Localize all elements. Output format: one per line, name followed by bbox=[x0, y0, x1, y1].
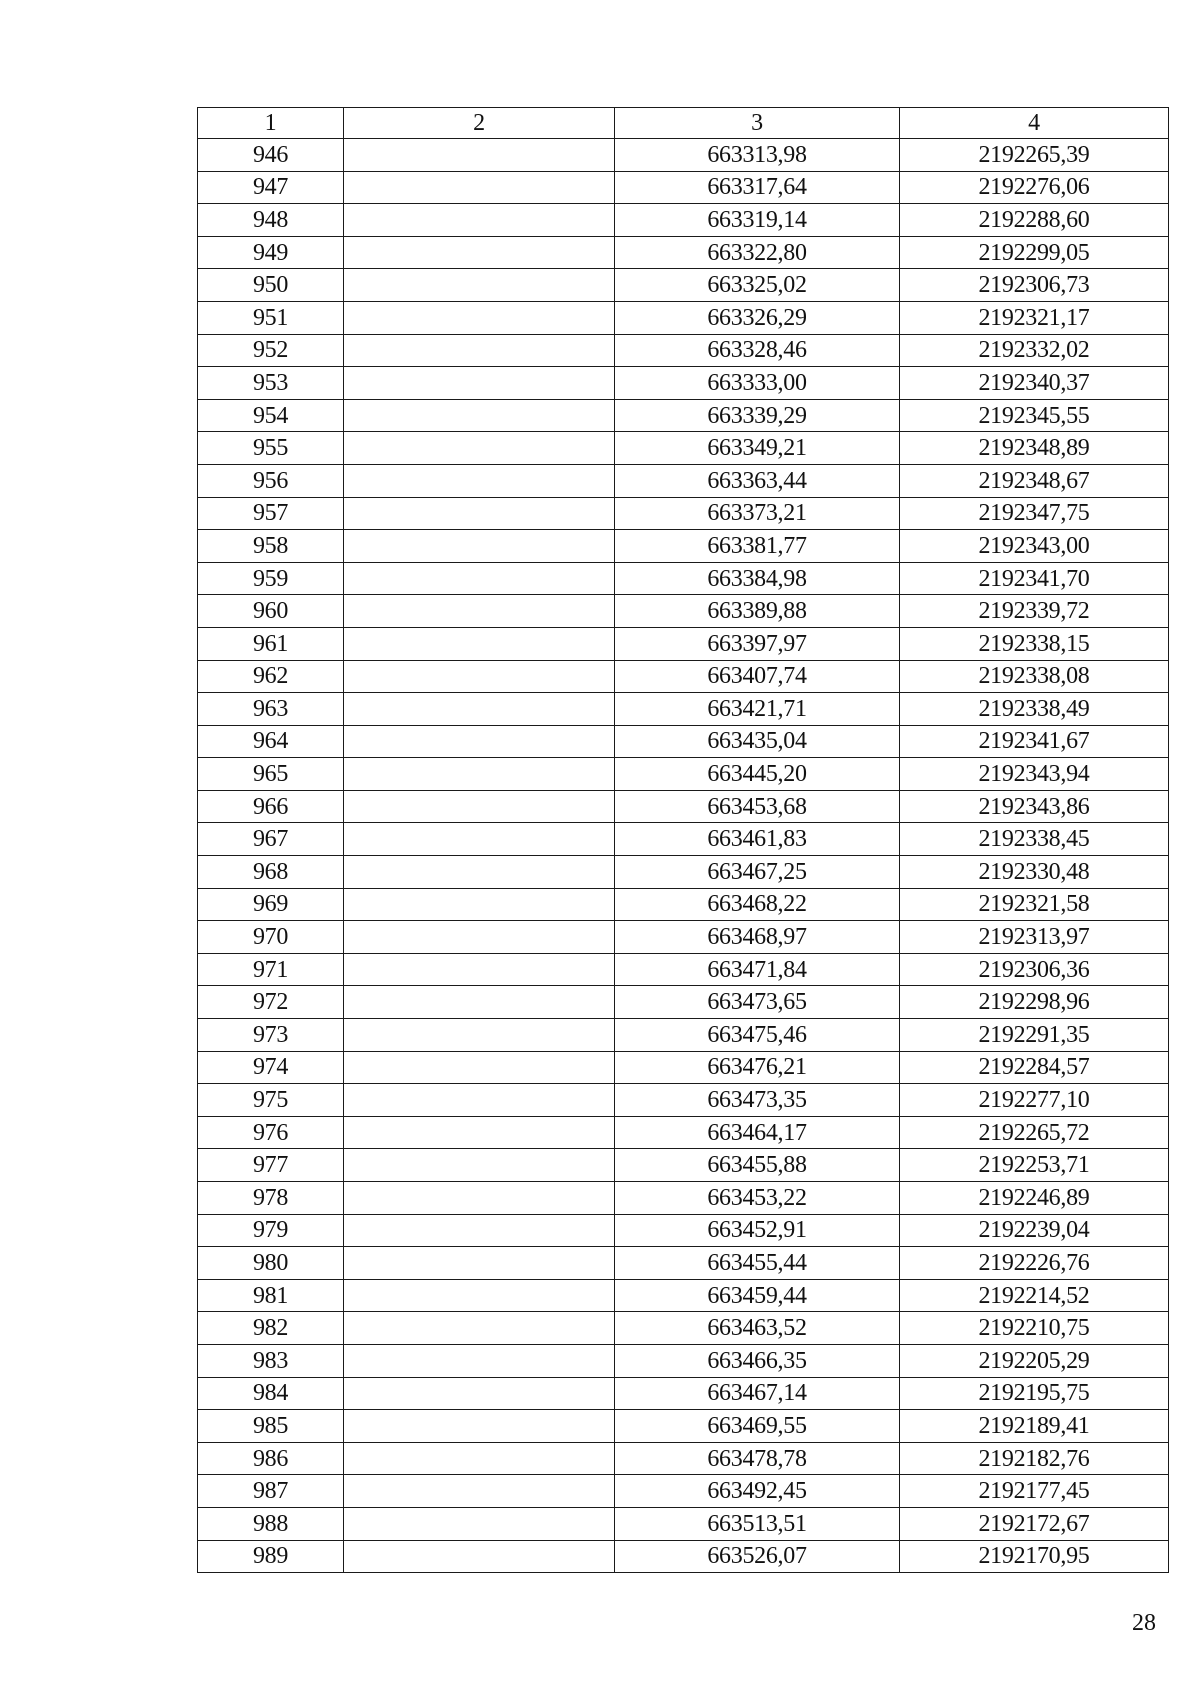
x-coordinate-cell: 663313,98 bbox=[615, 139, 900, 172]
point-number-cell: 965 bbox=[198, 758, 344, 791]
description-cell bbox=[344, 823, 615, 856]
point-number-cell: 978 bbox=[198, 1182, 344, 1215]
description-cell bbox=[344, 367, 615, 400]
point-number-cell: 975 bbox=[198, 1084, 344, 1117]
x-coordinate-cell: 663471,84 bbox=[615, 953, 900, 986]
point-number-cell: 989 bbox=[198, 1540, 344, 1573]
description-cell bbox=[344, 204, 615, 237]
x-coordinate-cell: 663513,51 bbox=[615, 1507, 900, 1540]
x-coordinate-cell: 663453,68 bbox=[615, 790, 900, 823]
x-coordinate-cell: 663466,35 bbox=[615, 1344, 900, 1377]
description-cell bbox=[344, 790, 615, 823]
description-cell bbox=[344, 301, 615, 334]
y-coordinate-cell: 2192291,35 bbox=[900, 1019, 1169, 1052]
description-cell bbox=[344, 334, 615, 367]
y-coordinate-cell: 2192321,58 bbox=[900, 888, 1169, 921]
y-coordinate-cell: 2192226,76 bbox=[900, 1247, 1169, 1280]
description-cell bbox=[344, 1051, 615, 1084]
y-coordinate-cell: 2192210,75 bbox=[900, 1312, 1169, 1345]
description-cell bbox=[344, 171, 615, 204]
table-body bbox=[198, 139, 1169, 1573]
x-coordinate-cell: 663467,25 bbox=[615, 856, 900, 889]
y-coordinate-cell: 2192170,95 bbox=[900, 1540, 1169, 1573]
table-row bbox=[198, 497, 1169, 530]
x-coordinate-cell: 663421,71 bbox=[615, 693, 900, 726]
description-cell bbox=[344, 888, 615, 921]
x-coordinate-cell: 663452,91 bbox=[615, 1214, 900, 1247]
point-number-cell: 948 bbox=[198, 204, 344, 237]
table-row bbox=[198, 1442, 1169, 1475]
x-coordinate-cell: 663463,52 bbox=[615, 1312, 900, 1345]
point-number-cell: 955 bbox=[198, 432, 344, 465]
description-cell bbox=[344, 1116, 615, 1149]
x-coordinate-cell: 663455,88 bbox=[615, 1149, 900, 1182]
y-coordinate-cell: 2192306,73 bbox=[900, 269, 1169, 302]
description-cell bbox=[344, 758, 615, 791]
x-coordinate-cell: 663473,35 bbox=[615, 1084, 900, 1117]
point-number-cell: 958 bbox=[198, 530, 344, 563]
table-row bbox=[198, 1540, 1169, 1573]
description-cell bbox=[344, 464, 615, 497]
x-coordinate-cell: 663526,07 bbox=[615, 1540, 900, 1573]
table-row bbox=[198, 1182, 1169, 1215]
y-coordinate-cell: 2192189,41 bbox=[900, 1410, 1169, 1443]
table-row bbox=[198, 1410, 1169, 1443]
y-coordinate-cell: 2192313,97 bbox=[900, 921, 1169, 954]
description-cell bbox=[344, 1377, 615, 1410]
point-number-cell: 983 bbox=[198, 1344, 344, 1377]
x-coordinate-cell: 663381,77 bbox=[615, 530, 900, 563]
table-row bbox=[198, 301, 1169, 334]
description-cell bbox=[344, 432, 615, 465]
point-number-cell: 974 bbox=[198, 1051, 344, 1084]
x-coordinate-cell: 663476,21 bbox=[615, 1051, 900, 1084]
description-cell bbox=[344, 1540, 615, 1573]
description-cell bbox=[344, 1019, 615, 1052]
description-cell bbox=[344, 953, 615, 986]
table-row bbox=[198, 1019, 1169, 1052]
description-cell bbox=[344, 1344, 615, 1377]
point-number-cell: 982 bbox=[198, 1312, 344, 1345]
description-cell bbox=[344, 693, 615, 726]
x-coordinate-cell: 663468,22 bbox=[615, 888, 900, 921]
table-row bbox=[198, 1149, 1169, 1182]
y-coordinate-cell: 2192339,72 bbox=[900, 595, 1169, 628]
description-cell bbox=[344, 1084, 615, 1117]
table-row bbox=[198, 693, 1169, 726]
x-coordinate-cell: 663325,02 bbox=[615, 269, 900, 302]
description-cell bbox=[344, 1247, 615, 1280]
x-coordinate-cell: 663468,97 bbox=[615, 921, 900, 954]
x-coordinate-cell: 663349,21 bbox=[615, 432, 900, 465]
point-number-cell: 956 bbox=[198, 464, 344, 497]
description-cell bbox=[344, 530, 615, 563]
point-number-cell: 985 bbox=[198, 1410, 344, 1443]
point-number-cell: 953 bbox=[198, 367, 344, 400]
table-row bbox=[198, 1377, 1169, 1410]
y-coordinate-cell: 2192341,67 bbox=[900, 725, 1169, 758]
description-cell bbox=[344, 1475, 615, 1508]
description-cell bbox=[344, 1507, 615, 1540]
y-coordinate-cell: 2192195,75 bbox=[900, 1377, 1169, 1410]
table-row bbox=[198, 1084, 1169, 1117]
x-coordinate-cell: 663435,04 bbox=[615, 725, 900, 758]
point-number-cell: 957 bbox=[198, 497, 344, 530]
x-coordinate-cell: 663461,83 bbox=[615, 823, 900, 856]
y-coordinate-cell: 2192277,10 bbox=[900, 1084, 1169, 1117]
point-number-cell: 961 bbox=[198, 627, 344, 660]
x-coordinate-cell: 663339,29 bbox=[615, 399, 900, 432]
y-coordinate-cell: 2192330,48 bbox=[900, 856, 1169, 889]
table-row bbox=[198, 1507, 1169, 1540]
y-coordinate-cell: 2192343,00 bbox=[900, 530, 1169, 563]
x-coordinate-cell: 663328,46 bbox=[615, 334, 900, 367]
y-coordinate-cell: 2192321,17 bbox=[900, 301, 1169, 334]
point-number-cell: 966 bbox=[198, 790, 344, 823]
table-row bbox=[198, 823, 1169, 856]
table-header bbox=[198, 108, 1169, 139]
point-number-cell: 959 bbox=[198, 562, 344, 595]
y-coordinate-cell: 2192205,29 bbox=[900, 1344, 1169, 1377]
x-coordinate-cell: 663407,74 bbox=[615, 660, 900, 693]
table-row bbox=[198, 888, 1169, 921]
column-header-1: 1 bbox=[198, 108, 344, 139]
y-coordinate-cell: 2192343,86 bbox=[900, 790, 1169, 823]
table-row bbox=[198, 1279, 1169, 1312]
x-coordinate-cell: 663459,44 bbox=[615, 1279, 900, 1312]
table-row bbox=[198, 171, 1169, 204]
x-coordinate-cell: 663317,64 bbox=[615, 171, 900, 204]
y-coordinate-cell: 2192265,72 bbox=[900, 1116, 1169, 1149]
table-row bbox=[198, 432, 1169, 465]
table-row bbox=[198, 1247, 1169, 1280]
header-row bbox=[198, 108, 1169, 139]
page-number: 28 bbox=[1132, 1610, 1156, 1636]
y-coordinate-cell: 2192239,04 bbox=[900, 1214, 1169, 1247]
y-coordinate-cell: 2192177,45 bbox=[900, 1475, 1169, 1508]
y-coordinate-cell: 2192338,45 bbox=[900, 823, 1169, 856]
table-row bbox=[198, 1344, 1169, 1377]
table-row bbox=[198, 595, 1169, 628]
x-coordinate-cell: 663453,22 bbox=[615, 1182, 900, 1215]
point-number-cell: 987 bbox=[198, 1475, 344, 1508]
table-row bbox=[198, 399, 1169, 432]
point-number-cell: 980 bbox=[198, 1247, 344, 1280]
y-coordinate-cell: 2192348,89 bbox=[900, 432, 1169, 465]
point-number-cell: 954 bbox=[198, 399, 344, 432]
y-coordinate-cell: 2192341,70 bbox=[900, 562, 1169, 595]
point-number-cell: 979 bbox=[198, 1214, 344, 1247]
x-coordinate-cell: 663384,98 bbox=[615, 562, 900, 595]
x-coordinate-cell: 663464,17 bbox=[615, 1116, 900, 1149]
point-number-cell: 976 bbox=[198, 1116, 344, 1149]
x-coordinate-cell: 663326,29 bbox=[615, 301, 900, 334]
y-coordinate-cell: 2192288,60 bbox=[900, 204, 1169, 237]
table-row bbox=[198, 1475, 1169, 1508]
y-coordinate-cell: 2192246,89 bbox=[900, 1182, 1169, 1215]
x-coordinate-cell: 663373,21 bbox=[615, 497, 900, 530]
point-number-cell: 972 bbox=[198, 986, 344, 1019]
description-cell bbox=[344, 1214, 615, 1247]
table-row bbox=[198, 334, 1169, 367]
x-coordinate-cell: 663445,20 bbox=[615, 758, 900, 791]
y-coordinate-cell: 2192306,36 bbox=[900, 953, 1169, 986]
point-number-cell: 960 bbox=[198, 595, 344, 628]
point-number-cell: 946 bbox=[198, 139, 344, 172]
description-cell bbox=[344, 1442, 615, 1475]
point-number-cell: 988 bbox=[198, 1507, 344, 1540]
table-row bbox=[198, 530, 1169, 563]
table-row bbox=[198, 1312, 1169, 1345]
y-coordinate-cell: 2192299,05 bbox=[900, 236, 1169, 269]
point-number-cell: 952 bbox=[198, 334, 344, 367]
table-row bbox=[198, 464, 1169, 497]
description-cell bbox=[344, 660, 615, 693]
table-row bbox=[198, 269, 1169, 302]
x-coordinate-cell: 663389,88 bbox=[615, 595, 900, 628]
y-coordinate-cell: 2192338,08 bbox=[900, 660, 1169, 693]
point-number-cell: 986 bbox=[198, 1442, 344, 1475]
table-row bbox=[198, 986, 1169, 1019]
table-row bbox=[198, 1116, 1169, 1149]
description-cell bbox=[344, 725, 615, 758]
x-coordinate-cell: 663363,44 bbox=[615, 464, 900, 497]
y-coordinate-cell: 2192265,39 bbox=[900, 139, 1169, 172]
coordinates-table bbox=[197, 107, 1169, 1573]
description-cell bbox=[344, 986, 615, 1019]
description-cell bbox=[344, 139, 615, 172]
table-row bbox=[198, 562, 1169, 595]
y-coordinate-cell: 2192276,06 bbox=[900, 171, 1169, 204]
description-cell bbox=[344, 1410, 615, 1443]
description-cell bbox=[344, 1182, 615, 1215]
y-coordinate-cell: 2192284,57 bbox=[900, 1051, 1169, 1084]
point-number-cell: 951 bbox=[198, 301, 344, 334]
x-coordinate-cell: 663467,14 bbox=[615, 1377, 900, 1410]
table-row bbox=[198, 204, 1169, 237]
y-coordinate-cell: 2192182,76 bbox=[900, 1442, 1169, 1475]
y-coordinate-cell: 2192298,96 bbox=[900, 986, 1169, 1019]
x-coordinate-cell: 663397,97 bbox=[615, 627, 900, 660]
x-coordinate-cell: 663475,46 bbox=[615, 1019, 900, 1052]
x-coordinate-cell: 663473,65 bbox=[615, 986, 900, 1019]
point-number-cell: 950 bbox=[198, 269, 344, 302]
table-row bbox=[198, 790, 1169, 823]
point-number-cell: 964 bbox=[198, 725, 344, 758]
y-coordinate-cell: 2192348,67 bbox=[900, 464, 1169, 497]
table-row bbox=[198, 856, 1169, 889]
y-coordinate-cell: 2192345,55 bbox=[900, 399, 1169, 432]
point-number-cell: 981 bbox=[198, 1279, 344, 1312]
y-coordinate-cell: 2192338,49 bbox=[900, 693, 1169, 726]
point-number-cell: 949 bbox=[198, 236, 344, 269]
y-coordinate-cell: 2192347,75 bbox=[900, 497, 1169, 530]
point-number-cell: 967 bbox=[198, 823, 344, 856]
description-cell bbox=[344, 497, 615, 530]
y-coordinate-cell: 2192343,94 bbox=[900, 758, 1169, 791]
description-cell bbox=[344, 236, 615, 269]
x-coordinate-cell: 663478,78 bbox=[615, 1442, 900, 1475]
y-coordinate-cell: 2192340,37 bbox=[900, 367, 1169, 400]
description-cell bbox=[344, 856, 615, 889]
description-cell bbox=[344, 269, 615, 302]
table-row bbox=[198, 660, 1169, 693]
y-coordinate-cell: 2192214,52 bbox=[900, 1279, 1169, 1312]
table-row bbox=[198, 725, 1169, 758]
y-coordinate-cell: 2192338,15 bbox=[900, 627, 1169, 660]
description-cell bbox=[344, 921, 615, 954]
point-number-cell: 962 bbox=[198, 660, 344, 693]
x-coordinate-cell: 663455,44 bbox=[615, 1247, 900, 1280]
x-coordinate-cell: 663492,45 bbox=[615, 1475, 900, 1508]
column-header-3: 3 bbox=[615, 108, 900, 139]
table-row bbox=[198, 921, 1169, 954]
x-coordinate-cell: 663333,00 bbox=[615, 367, 900, 400]
point-number-cell: 973 bbox=[198, 1019, 344, 1052]
x-coordinate-cell: 663319,14 bbox=[615, 204, 900, 237]
point-number-cell: 977 bbox=[198, 1149, 344, 1182]
column-header-2: 2 bbox=[344, 108, 615, 139]
table-row bbox=[198, 367, 1169, 400]
point-number-cell: 968 bbox=[198, 856, 344, 889]
description-cell bbox=[344, 399, 615, 432]
table-row bbox=[198, 1051, 1169, 1084]
table-row bbox=[198, 758, 1169, 791]
description-cell bbox=[344, 627, 615, 660]
x-coordinate-cell: 663322,80 bbox=[615, 236, 900, 269]
y-coordinate-cell: 2192253,71 bbox=[900, 1149, 1169, 1182]
table-row bbox=[198, 627, 1169, 660]
description-cell bbox=[344, 595, 615, 628]
description-cell bbox=[344, 562, 615, 595]
description-cell bbox=[344, 1312, 615, 1345]
point-number-cell: 969 bbox=[198, 888, 344, 921]
point-number-cell: 984 bbox=[198, 1377, 344, 1410]
table-row bbox=[198, 953, 1169, 986]
x-coordinate-cell: 663469,55 bbox=[615, 1410, 900, 1443]
description-cell bbox=[344, 1149, 615, 1182]
y-coordinate-cell: 2192332,02 bbox=[900, 334, 1169, 367]
table-row bbox=[198, 139, 1169, 172]
point-number-cell: 963 bbox=[198, 693, 344, 726]
y-coordinate-cell: 2192172,67 bbox=[900, 1507, 1169, 1540]
point-number-cell: 970 bbox=[198, 921, 344, 954]
point-number-cell: 971 bbox=[198, 953, 344, 986]
column-header-4: 4 bbox=[900, 108, 1169, 139]
table-row bbox=[198, 236, 1169, 269]
description-cell bbox=[344, 1279, 615, 1312]
point-number-cell: 947 bbox=[198, 171, 344, 204]
table-row bbox=[198, 1214, 1169, 1247]
